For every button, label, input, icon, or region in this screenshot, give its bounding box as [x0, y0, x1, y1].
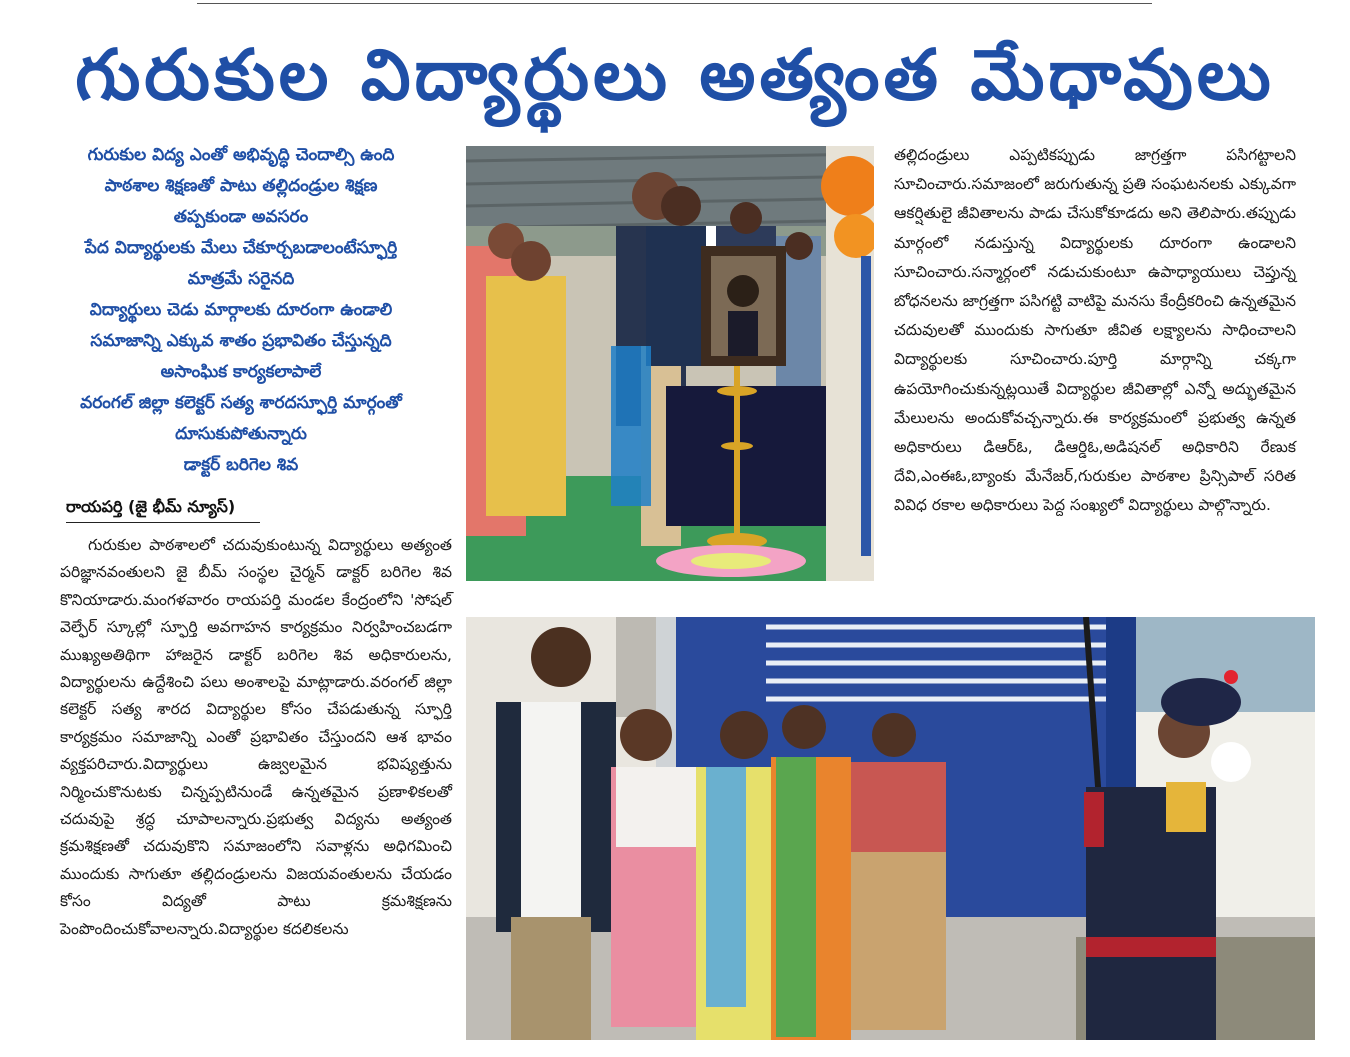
- headline: గురుకుల విద్యార్థులు అత్యంత మేధావులు: [75, 34, 1275, 116]
- highlight-line: డాక్టర్ బరిగెల శివ: [183, 455, 299, 475]
- highlights-box: [34, 140, 448, 481]
- dateline: రాయపర్తి (జై భీమ్ న్యూస్): [66, 494, 260, 523]
- highlight-line: మాత్రమే సరైనది: [187, 269, 295, 289]
- highlight-line: అసాంఘిక కార్యకలాపాలే: [160, 362, 322, 382]
- highlight-line: విద్యార్థులు చెడు మార్గాలకు దూరంగా ఉండాలి: [89, 300, 393, 320]
- article-body-left: [60, 532, 452, 943]
- article-body-right: [894, 141, 1296, 521]
- highlight-line: గురుకుల విద్య ఎంతో అభివృద్ధి చెందాల్సి ఉంది: [87, 145, 395, 165]
- highlight-line: వరంగల్ జిల్లా కలెక్టర్ సత్య శారదస్ఫూర్తి మార్గంతో: [80, 393, 402, 413]
- photo-reception: [466, 617, 1315, 1040]
- top-rule: [197, 3, 1152, 4]
- highlight-line: తప్పకుండా అవసరం: [173, 207, 309, 227]
- highlight-line: పేద విద్యార్థులకు మేలు చేకూర్చబడాలంటేస్ఫూర్తి: [84, 238, 398, 258]
- photo-lamp-lighting: [466, 146, 874, 581]
- article-paragraph: గురుకుల పాఠశాలలో చదువుకుంటున్న విద్యార్థులు అత్యంత పరిజ్ఞానవంతులని జై బీమ్ సంస్థల చైర్మన్ డాక్టర్ బరిగెల శివ కొనియాడారు.మంగళవారం రాయపర్తి మండల కేంద్రంలోని 'సోషల్ వెల్ఫేర్ స్కూల్లో స్ఫూర్తి అవగాహన కార్యక్రమం నిర్వహించబడగా ముఖ్యఅతిథిగా హాజరైన డాక్టర్ బరిగెల శివ అధికారులను, విద్యార్థులను ఉద్దేశించి పలు అంశాలపై మాట్లాడారు.వరంగల్ జిల్లా కలెక్టర్ సత్య శారద విద్యార్థుల కోసం చేపడుతున్న స్ఫూర్తి కార్యక్రమం సమాజాన్ని ఎంతో ప్రభావితం చేస్తుందని ఆశ భావం వ్యక్తపరిచారు.విద్యార్థులు ఉజ్వలమైన భవిష్యత్తును నిర్మించుకొనుటకు చిన్నప్పటినుండే ఉన్నతమైన ప్రణాళికలతో చదువుపై శ్రద్ధ చూపాలన్నారు.ప్రభుత్వ విద్యను అత్యంత క్రమశిక్షణతో చదువుకొని సమాజంలోని సవాళ్లను అధిగమించి ముందుకు సాగుతూ తల్లిదండ్రులను విజయవంతులను చేయడం కోసం విద్యతో పాటు క్రమశిక్షణను పెంపొందించుకోవాలన్నారు.విద్యార్థుల కదలికలను: [60, 536, 452, 938]
- highlight-line: సమాజాన్ని ఎక్కువ శాతం ప్రభావితం చేస్తున్నది: [90, 331, 392, 351]
- article-paragraph: తల్లిదండ్రులు ఎప్పటికప్పుడు జాగ్రత్తగా పసిగట్టాలని సూచించారు.సమాజంలో జరుగుతున్న ప్రతి సంఘటనలకు ఎక్కువగా ఆకర్షితులై జీవితాలను పాడు చేసుకోకూడదు అని తెలిపారు.తప్పుడు మార్గంలో నడుస్తున్న విద్యార్థులకు దూరంగా ఉండాలని సూచించారు.సన్మార్గంలో నడుచుకుంటూ ఉపాధ్యాయులు చెప్తున్న బోధనలను జాగ్రత్తగా పసిగట్టి వాటిపై మనసు కేంద్రీకరించి ఉన్నతమైన చదువులతో ముందుకు సాగుతూ జీవిత లక్ష్యాలను సాధించాలని విద్యార్థులకు సూచించారు.పూర్తి మార్గాన్ని చక్కగా ఉపయోగించుకున్నట్లయితే విద్యార్థుల జీవితాల్లో ఎన్నో అద్భుతమైన మేలులను అందుకోవచ్చన్నారు.ఈ కార్యక్రమంలో ప్రభుత్వ ఉన్నత అధికారులు డిఆర్ఓ, డిఆర్డిఓ,అడిషనల్ అధికారిని రేణుక దేవి,ఎంఈఓ,బ్యాంకు మేనేజర్,గురుకుల పాఠశాల ప్రిన్సిపాల్ సరిత వివిధ రకాల అధికారులు పెద్ద సంఖ్యలో విద్యార్థులు పాల్గొన్నారు.: [894, 146, 1296, 515]
- photo-lamp-lighting-image: [466, 146, 874, 581]
- highlight-line: పాఠశాల శిక్షణతో పాటు తల్లిదండ్రుల శిక్షణ: [104, 176, 378, 196]
- photo-reception-image: [466, 617, 1315, 1040]
- highlight-line: దూసుకుపోతున్నారు: [175, 424, 307, 444]
